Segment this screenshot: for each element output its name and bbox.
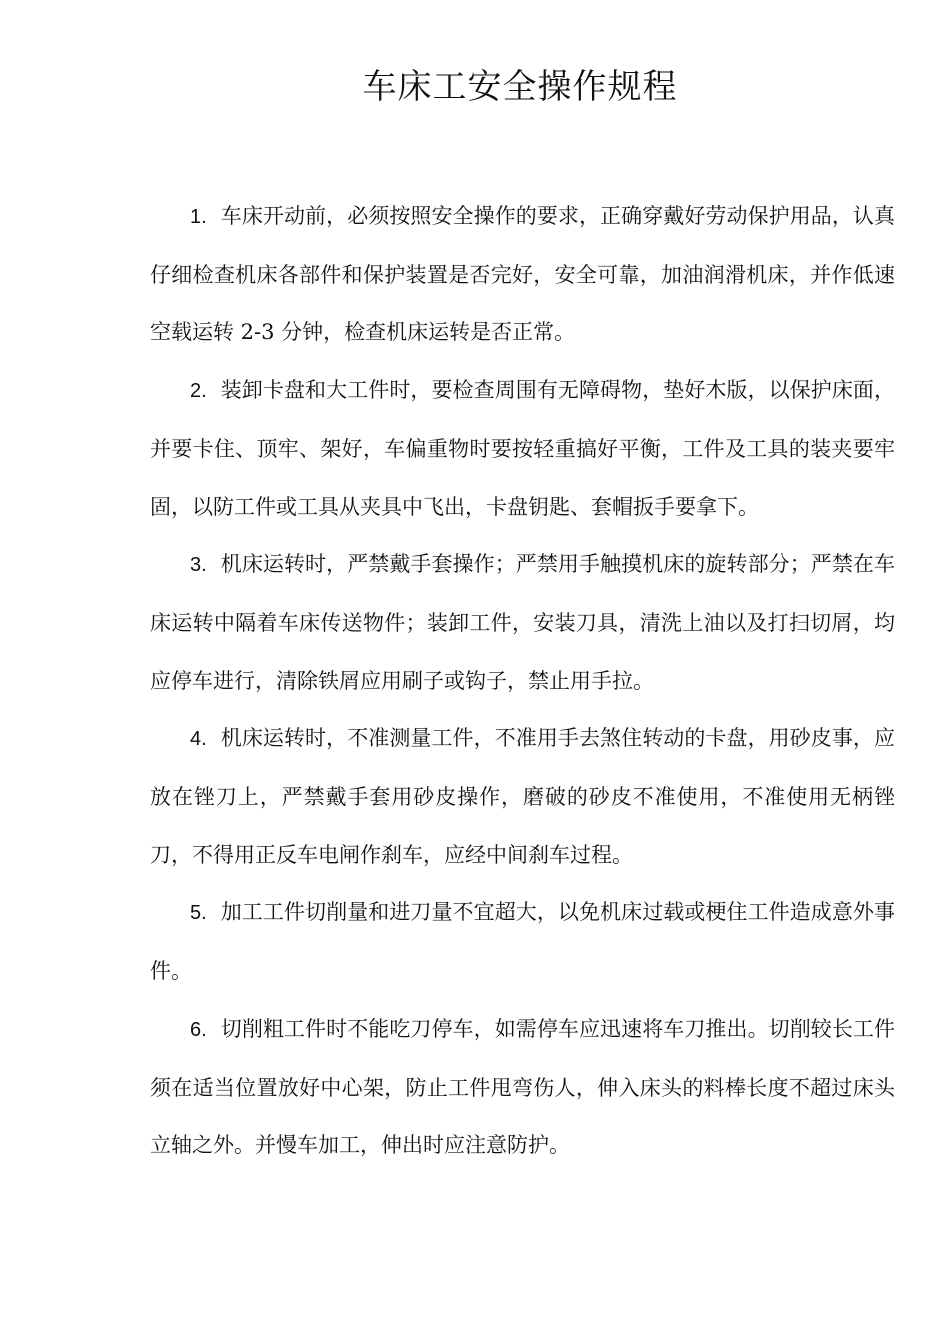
rule-text: 装卸卡盘和大工件时，要检查周围有无障碍物，垫好木版，以保护床面，并要卡住、顶牢、架好，车偏重物时要按轻重搞好平衡，工件及工具的装夹要牢固，以防工件或工具从夹具中飞出，卡盘钥匙、套帽扳手要拿下。 <box>150 378 895 519</box>
rule-number: 5. <box>190 902 207 925</box>
rule-item-4 <box>150 710 895 884</box>
rule-text: 车床开动前，必须按照安全操作的要求，正确穿戴好劳动保护用品，认真仔细检查机床各部件和保护装置是否完好，安全可靠，加油润滑机床，并作低速空载运转 2-3 分钟，检查机床运转是否正常。 <box>150 204 895 345</box>
rule-number: 4. <box>190 728 207 751</box>
rule-text: 机床运转时，不准测量工件，不准用手去煞住转动的卡盘，用砂皮事，应放在锉刀上，严禁戴手套用砂皮操作，磨破的砂皮不准使用，不准使用无柄锉刀，不得用正反车电闸作刹车，应经中间刹车过程。 <box>150 726 895 867</box>
rule-text: 加工工件切削量和进刀量不宜超大，以免机床过载或梗住工件造成意外事件。 <box>150 900 895 984</box>
rule-text: 切削粗工件时不能吃刀停车，如需停车应迅速将车刀推出。切削较长工件须在适当位置放好中心架，防止工件甩弯伤人，伸入床头的料棒长度不超过床头立轴之外。并慢车加工，伸出时应注意防护。 <box>150 1016 895 1158</box>
rule-number: 2. <box>190 380 207 403</box>
document-body <box>150 188 895 1175</box>
document-title: 车床工安全操作规程 <box>362 67 678 107</box>
rule-item-3 <box>150 536 895 710</box>
rule-item-5 <box>150 884 895 1000</box>
rule-number: 6. <box>190 1018 207 1041</box>
rule-item-2 <box>150 362 895 536</box>
rule-text: 机床运转时，严禁戴手套操作；严禁用手触摸机床的旋转部分；严禁在车床运转中隔着车床传送物件；装卸工件，安装刀具，清洗上油以及打扫切屑，均应停车进行，清除铁屑应用刷子或钩子，禁止用手拉。 <box>150 552 895 693</box>
rule-item-6 <box>150 1001 895 1175</box>
rule-number: 1. <box>190 206 207 228</box>
rule-number: 3. <box>190 554 207 577</box>
rule-item-1 <box>150 188 895 362</box>
